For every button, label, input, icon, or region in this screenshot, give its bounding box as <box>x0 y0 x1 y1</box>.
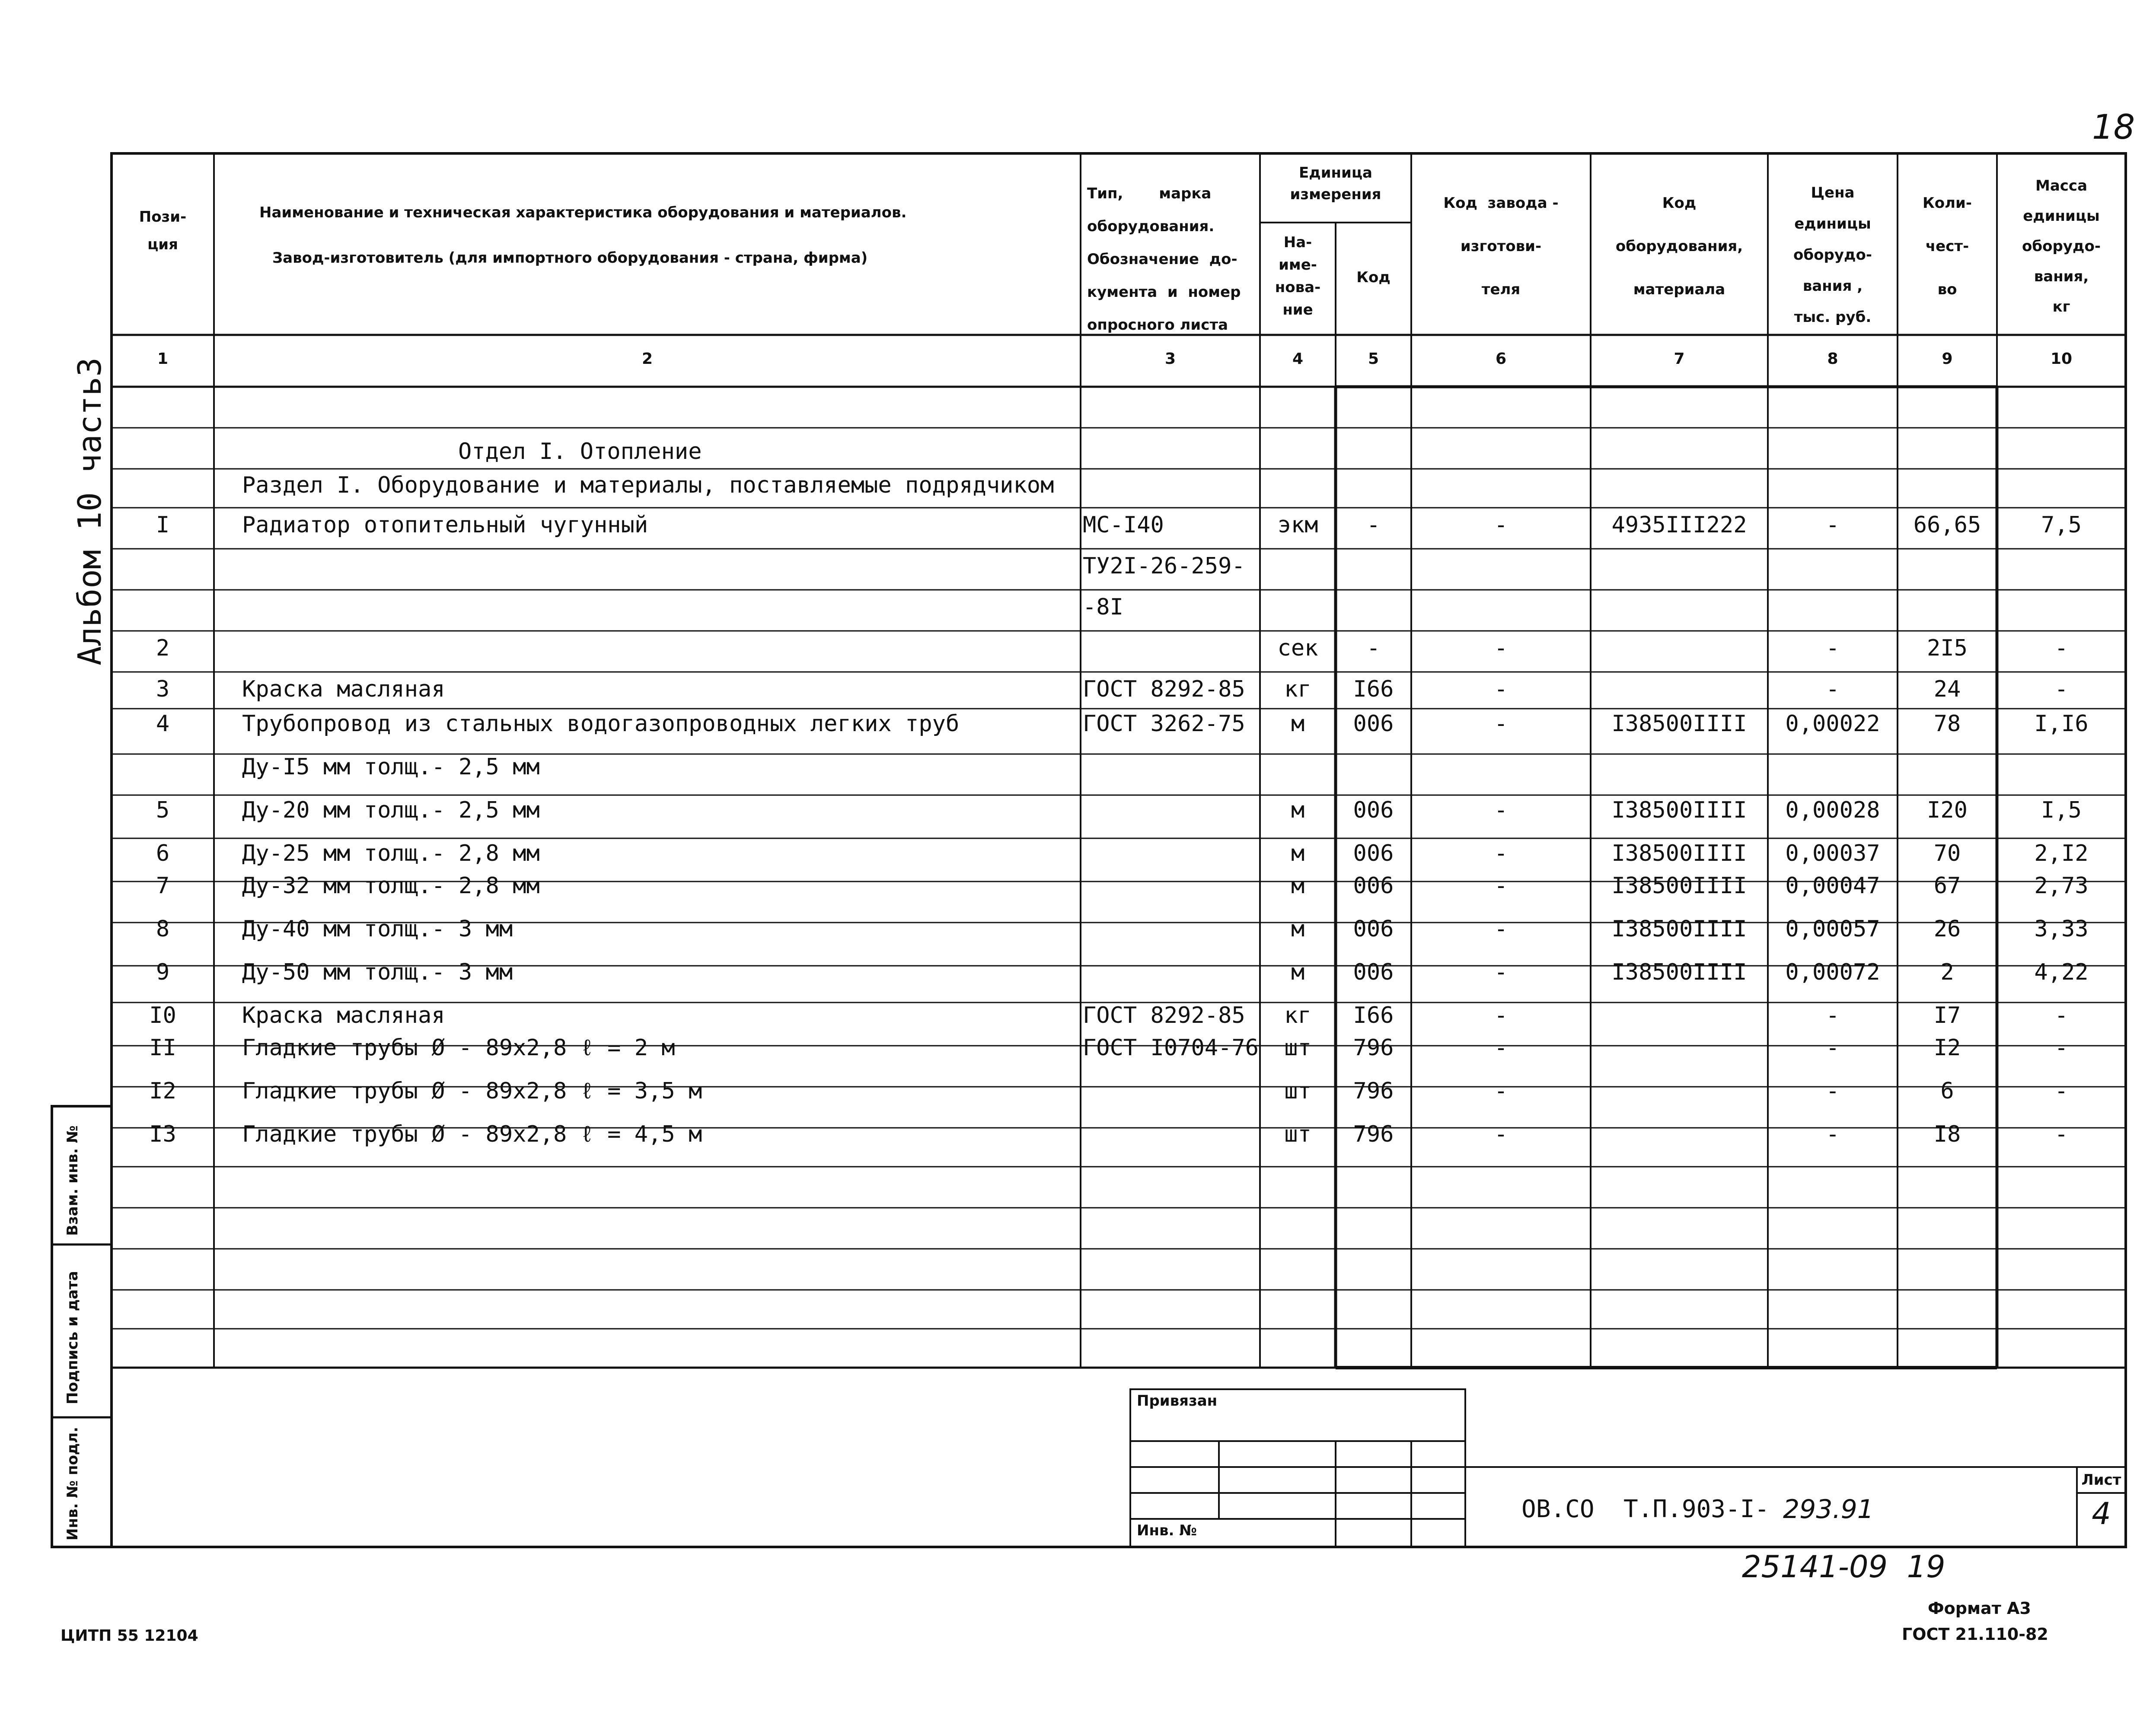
cell-qty: I7 <box>1933 1003 1961 1028</box>
header-type: Тип, марка оборудования. Обозначение до- кумента и номер опросного листа <box>1087 185 1241 334</box>
cell-code: 006 <box>1353 959 1394 985</box>
cell-plant: - <box>1494 1035 1508 1061</box>
cell-mass: 2,I2 <box>2034 840 2089 866</box>
cell-unit: м <box>1291 916 1305 942</box>
cell-pos: I2 <box>149 1078 176 1104</box>
cell-pos: 4 <box>156 711 170 737</box>
cell-code: - <box>1366 512 1381 538</box>
cell-plant: - <box>1494 1121 1508 1147</box>
stamp-doc-code: ОВ.СО Т.П.903-I- <box>1521 1495 1770 1523</box>
cell-plant: - <box>1494 635 1508 661</box>
cell-mass: - <box>2054 635 2068 661</box>
cell-price: - <box>1826 512 1840 538</box>
cell-code: 006 <box>1353 711 1394 737</box>
cell-code: - <box>1366 635 1381 661</box>
cell-price: 0,00057 <box>1785 916 1880 942</box>
strip-vzam: Взам. инв. № <box>64 1125 81 1236</box>
cell-qty: 66,65 <box>1913 512 1981 538</box>
cell-equip: 4935III222 <box>1611 512 1747 538</box>
cell-name: Ду-25 мм толщ.- 2,8 мм <box>242 840 540 866</box>
header-unit-name: На- име- нова- ние <box>1275 234 1321 318</box>
cell-type: МС-I40 <box>1083 512 1164 538</box>
cell-unit: кг <box>1284 676 1311 702</box>
stamp-inv-no: Инв. № <box>1137 1522 1197 1539</box>
cell-equip: I38500IIII <box>1611 873 1747 899</box>
cell-qty: 67 <box>1933 873 1961 899</box>
cell-code: 006 <box>1353 840 1394 866</box>
subsection-title: Раздел I. Оборудование и материалы, поставляемые подрядчиком <box>242 472 1054 498</box>
cell-qty: 26 <box>1933 916 1961 942</box>
header-name-1: Наименование и техническая характеристика оборудования и материалов. <box>259 204 907 221</box>
cell-price: 0,00047 <box>1785 873 1880 899</box>
cell-name: Ду-I5 мм толщ.- 2,5 мм <box>242 754 540 780</box>
cell-plant: - <box>1494 797 1508 823</box>
cell-name: Краска масляная <box>242 1003 445 1028</box>
column-number: 9 <box>1942 350 1953 368</box>
cell-unit: сек <box>1277 635 1318 661</box>
cell-mass: I,5 <box>2041 797 2082 823</box>
cell-pos: 5 <box>156 797 170 823</box>
cell-equip: I38500IIII <box>1611 711 1747 737</box>
album-label: Альбом 10 часть3 <box>71 357 108 665</box>
cell-code: 006 <box>1353 797 1394 823</box>
cell-mass: - <box>2054 1078 2068 1104</box>
section-title: Отдел I. Отопление <box>458 439 702 465</box>
cell-price: - <box>1826 676 1840 702</box>
cell-pos: 9 <box>156 959 170 985</box>
cell-plant: - <box>1494 916 1508 942</box>
cell-plant: - <box>1494 873 1508 899</box>
cell-price: - <box>1826 1121 1840 1147</box>
cell-pos: II <box>149 1035 176 1061</box>
cell-unit: м <box>1291 959 1305 985</box>
cell-mass: 7,5 <box>2041 512 2082 538</box>
cell-code: 796 <box>1353 1078 1394 1104</box>
cell-unit: м <box>1291 840 1305 866</box>
cell-pos: I <box>156 512 170 538</box>
cell-pos: 2 <box>156 635 170 661</box>
cell-type: ГОСТ 3262-75 <box>1083 711 1245 737</box>
header-equip-code: Код оборудования, материала <box>1615 194 1743 298</box>
column-number: 6 <box>1495 350 1507 368</box>
cell-unit: шт <box>1284 1035 1311 1061</box>
cell-unit: м <box>1291 873 1305 899</box>
header-name-2: Завод-изготовитель (для импортного оборудования - страна, фирма) <box>272 249 868 267</box>
cell-code: 796 <box>1353 1035 1394 1061</box>
cell-code: 006 <box>1353 916 1394 942</box>
cell-unit: кг <box>1284 1003 1311 1028</box>
cell-plant: - <box>1494 959 1508 985</box>
cell-pos: 6 <box>156 840 170 866</box>
cell-plant: - <box>1494 1003 1508 1028</box>
stamp-list-no: 4 <box>2092 1496 2111 1531</box>
stamp-doc-code-hand: 293.91 <box>1783 1494 1874 1524</box>
cell-type: ГОСТ 8292-85 <box>1083 676 1245 702</box>
cell-equip: I38500IIII <box>1611 959 1747 985</box>
column-number: 8 <box>1827 350 1838 368</box>
cell-qty: 2 <box>1940 959 1954 985</box>
cell-code: I66 <box>1353 1003 1394 1028</box>
cell-qty: I20 <box>1927 797 1968 823</box>
cell-mass: - <box>2054 1121 2068 1147</box>
cell-name: Гладкие трубы Ø - 89х2,8 ℓ = 3,5 м <box>242 1078 702 1104</box>
cell-name: Ду-50 мм толщ.- 3 мм <box>242 959 513 985</box>
cell-price: - <box>1826 635 1840 661</box>
header-qty: Коли- чест- во <box>1923 194 1972 298</box>
footer-format: Формат А3 <box>1928 1599 2031 1618</box>
cell-plant: - <box>1494 711 1508 737</box>
cell-price: 0,00072 <box>1785 959 1880 985</box>
cell-plant: - <box>1494 840 1508 866</box>
column-number: 10 <box>2050 350 2073 368</box>
header-pos: Пози- ция <box>139 208 187 253</box>
cell-mass: - <box>2054 676 2068 702</box>
cell-name: Ду-32 мм толщ.- 2,8 мм <box>242 873 540 899</box>
cell-name: Ду-40 мм толщ.- 3 мм <box>242 916 513 942</box>
column-number: 5 <box>1368 350 1379 368</box>
cell-equip: I38500IIII <box>1611 797 1747 823</box>
cell-code: I66 <box>1353 676 1394 702</box>
cell-code: 006 <box>1353 873 1394 899</box>
footer-gost: ГОСТ 21.110-82 <box>1902 1625 2048 1644</box>
cell-name: Трубопровод из стальных водогазопроводных легких труб <box>242 711 960 737</box>
cell-qty: 24 <box>1933 676 1961 702</box>
cell-price: - <box>1826 1035 1840 1061</box>
column-number: 3 <box>1164 350 1176 368</box>
cell-qty: 6 <box>1940 1078 1954 1104</box>
cell-qty: 70 <box>1933 840 1961 866</box>
header-plant-code: Код завода - изготови- теля <box>1443 194 1559 298</box>
cell-plant: - <box>1494 1078 1508 1104</box>
cell-type: ГОСТ I0704-76 <box>1083 1035 1259 1061</box>
cell-pos: 8 <box>156 916 170 942</box>
cell-mass: - <box>2054 1003 2068 1028</box>
cell-name: Краска масляная <box>242 676 445 702</box>
column-number: 2 <box>641 350 653 368</box>
cell-type: ТУ2I-26-259- <box>1083 553 1245 579</box>
cell-mass: 3,33 <box>2034 916 2089 942</box>
column-number: 1 <box>157 350 169 368</box>
cell-unit: м <box>1291 711 1305 737</box>
cell-unit: экм <box>1277 512 1318 538</box>
cell-name: Ду-20 мм толщ.- 2,5 мм <box>242 797 540 823</box>
stamp-privyazan: Привязан <box>1137 1392 1218 1410</box>
strip-inv-podl: Инв. № подл. <box>64 1426 81 1540</box>
cell-equip: I38500IIII <box>1611 840 1747 866</box>
cell-price: - <box>1826 1003 1840 1028</box>
cell-code: 796 <box>1353 1121 1394 1147</box>
column-number: 4 <box>1292 350 1304 368</box>
header-mass: Масса единицы оборудо- вания, кг <box>2022 177 2101 315</box>
cell-mass: - <box>2054 1035 2068 1061</box>
cell-type: -8I <box>1083 594 1123 620</box>
cell-price: 0,00037 <box>1785 840 1880 866</box>
cell-qty: 2I5 <box>1927 635 1968 661</box>
cell-price: - <box>1826 1078 1840 1104</box>
cell-qty: I2 <box>1933 1035 1961 1061</box>
cell-pos: I0 <box>149 1003 176 1028</box>
cell-price: 0,00028 <box>1785 797 1880 823</box>
cell-mass: I,I6 <box>2034 711 2089 737</box>
cell-pos: 7 <box>156 873 170 899</box>
footer-left: ЦИТП 55 12104 <box>61 1627 198 1645</box>
cell-name: Радиатор отопительный чугунный <box>242 512 648 538</box>
archive-number: 25141-09 19 <box>1742 1549 1946 1585</box>
cell-unit: шт <box>1284 1121 1311 1147</box>
cell-mass: 2,73 <box>2034 873 2089 899</box>
cell-name: Гладкие трубы Ø - 89х2,8 ℓ = 2 м <box>242 1035 675 1061</box>
stamp-list-label: Лист <box>2081 1471 2121 1489</box>
sheet-mark: 18 <box>2092 108 2135 147</box>
cell-pos: 3 <box>156 676 170 702</box>
cell-name: Гладкие трубы Ø - 89х2,8 ℓ = 4,5 м <box>242 1121 702 1147</box>
cell-mass: 4,22 <box>2034 959 2089 985</box>
header-unit-group: Единица измерения <box>1290 164 1381 203</box>
cell-price: 0,00022 <box>1785 711 1880 737</box>
cell-qty: I8 <box>1933 1121 1961 1147</box>
strip-podpis: Подпись и дата <box>64 1271 81 1404</box>
column-number: 7 <box>1674 350 1685 368</box>
header-price: Цена единицы оборудо- вания , тыс. руб. <box>1793 184 1872 326</box>
cell-unit: шт <box>1284 1078 1311 1104</box>
header-unit-code: Код <box>1356 269 1391 286</box>
cell-plant: - <box>1494 676 1508 702</box>
cell-type: ГОСТ 8292-85 <box>1083 1003 1245 1028</box>
cell-qty: 78 <box>1933 711 1961 737</box>
cell-unit: м <box>1291 797 1305 823</box>
cell-pos: I3 <box>149 1121 176 1147</box>
cell-equip: I38500IIII <box>1611 916 1747 942</box>
cell-plant: - <box>1494 512 1508 538</box>
